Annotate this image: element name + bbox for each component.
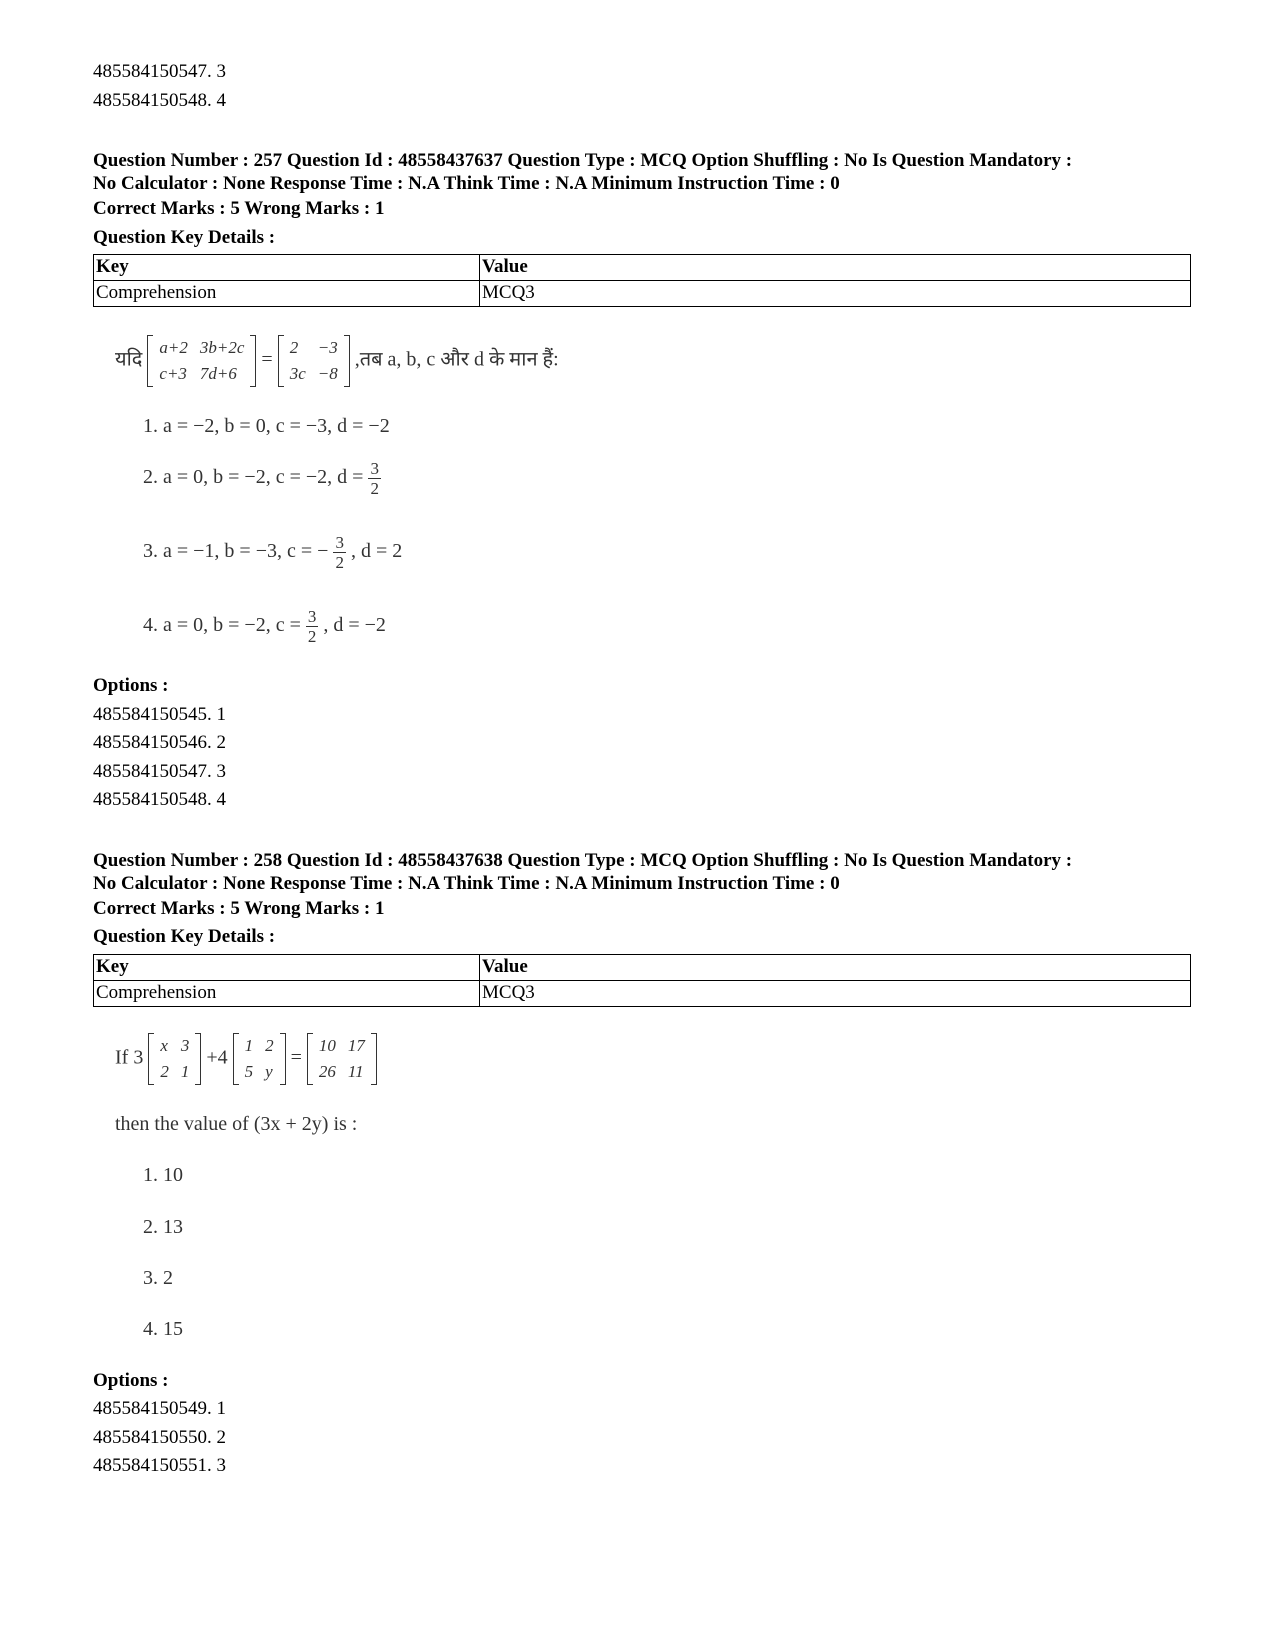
- matrix-cell: 7d+6: [199, 364, 237, 383]
- marks-line: Correct Marks : 5 Wrong Marks : 1: [93, 897, 385, 919]
- key-cell: Comprehension: [94, 980, 480, 1006]
- choice-2: [143, 459, 381, 498]
- key-cell: Comprehension: [94, 281, 480, 307]
- matrix-cell: −8: [317, 364, 338, 383]
- matrix-cell: 10: [318, 1035, 336, 1055]
- matrix-cell: 5: [244, 1061, 254, 1081]
- question-stem-line2: then the value of (3x + 2y) is :: [115, 1112, 358, 1135]
- options-label: Options :: [93, 1369, 169, 1391]
- matrix-cell: 1: [244, 1035, 254, 1055]
- choice-text: 2. a = 0, b = −2, c = −2, d =: [143, 466, 364, 489]
- document-page: [93, 58, 1193, 1481]
- matrix-left: [147, 335, 256, 387]
- option-line: 485584150551. 3: [93, 1455, 226, 1476]
- option-line: 485584150548. 4: [93, 789, 226, 810]
- matrix-cell: 2: [289, 338, 299, 357]
- stem-prefix: If 3: [115, 1046, 144, 1069]
- choice-1: 1. a = −2, b = 0, c = −3, d = −2: [143, 415, 390, 437]
- option-line: 485584150547. 3: [93, 61, 226, 82]
- fraction: $\frac{3}{2}$: [307, 607, 317, 646]
- choice-text: 3. a = −1, b = −3, c = −: [143, 540, 329, 563]
- value-cell: MCQ3: [480, 980, 1191, 1006]
- matrix-cell: a+2: [159, 338, 188, 357]
- key-details-label: Question Key Details :: [93, 226, 276, 248]
- matrix-cell: x: [160, 1035, 168, 1055]
- question-header-line2: No Calculator : None Response Time : N.A Think Time : N.A Minimum Instruction Time : 0: [93, 173, 840, 194]
- matrix-cell: 2: [265, 1035, 274, 1055]
- equals-sign: =: [261, 348, 273, 371]
- fraction: $\frac{3}{2}$: [370, 459, 379, 498]
- choice-3: [143, 533, 402, 572]
- choice-4: [143, 607, 386, 646]
- stem-suffix: ,तब a, b, c और d के मान हैं:: [354, 348, 559, 371]
- choice-text: , d = −2: [323, 614, 386, 637]
- value-header: Value: [480, 954, 1191, 980]
- question-header-line1: Question Number : 257 Question Id : 48558437637 Question Type : MCQ Option Shuffling : No Is Question Mandatory :: [93, 150, 1073, 171]
- option-line: 485584150546. 2: [93, 732, 226, 753]
- choice-text: 4. a = 0, b = −2, c =: [143, 614, 301, 637]
- value-header: Value: [480, 255, 1191, 281]
- question-image: [93, 1007, 1193, 1367]
- option-line: 485584150549. 1: [93, 1398, 226, 1419]
- plus-operator: +4: [206, 1046, 228, 1069]
- question-header-line1: Question Number : 258 Question Id : 48558437638 Question Type : MCQ Option Shuffling : No Is Question Mandatory :: [93, 849, 1073, 871]
- matrix-cell: 1: [180, 1061, 190, 1081]
- matrix-cell: c+3: [159, 364, 187, 383]
- question-image: [93, 307, 1193, 672]
- question-258: [93, 849, 1193, 1481]
- matrix-cell: y: [265, 1061, 273, 1081]
- option-line: 485584150545. 1: [93, 703, 226, 725]
- prev-options-list: [93, 58, 1193, 115]
- question-stem: [115, 335, 559, 387]
- question-stem: [115, 1033, 377, 1085]
- matrix-right: [278, 335, 350, 387]
- matrix-b: [233, 1033, 286, 1085]
- matrix-cell: 17: [347, 1035, 365, 1055]
- matrix-cell: 3c: [289, 364, 306, 383]
- matrix-cell: 2: [160, 1061, 169, 1081]
- option-line: 485584150550. 2: [93, 1426, 226, 1448]
- key-details-label: Question Key Details :: [93, 926, 276, 947]
- choice-1: 1. 10: [143, 1163, 183, 1186]
- matrix-cell: 11: [347, 1061, 364, 1081]
- marks-line: Correct Marks : 5 Wrong Marks : 1: [93, 198, 385, 219]
- value-cell: MCQ3: [480, 281, 1191, 307]
- matrix-c: [307, 1033, 377, 1085]
- stem-prefix: यदि: [115, 348, 143, 371]
- matrix-cell: −3: [317, 338, 338, 357]
- key-header: Key: [94, 255, 480, 281]
- choice-3: 3. 2: [143, 1266, 173, 1289]
- key-header: Key: [94, 954, 480, 980]
- matrix-cell: 3: [180, 1035, 190, 1055]
- equals-sign: =: [290, 1046, 302, 1069]
- choice-text: , d = 2: [350, 540, 403, 563]
- key-value-table: [93, 254, 1191, 307]
- key-value-table: [93, 954, 1191, 1007]
- option-line: 485584150548. 4: [93, 89, 226, 111]
- options-label: Options :: [93, 675, 169, 696]
- choice-4: 4. 15: [143, 1317, 183, 1340]
- matrix-a: [148, 1033, 201, 1085]
- fraction: $\frac{3}{2}$: [335, 533, 344, 572]
- question-header-line2: No Calculator : None Response Time : N.A Think Time : N.A Minimum Instruction Time : 0: [93, 872, 840, 894]
- option-line: 485584150547. 3: [93, 760, 226, 782]
- question-257: [93, 149, 1193, 815]
- matrix-cell: 26: [318, 1061, 336, 1081]
- choice-2: 2. 13: [143, 1215, 183, 1238]
- matrix-cell: 3b+2c: [199, 338, 245, 357]
